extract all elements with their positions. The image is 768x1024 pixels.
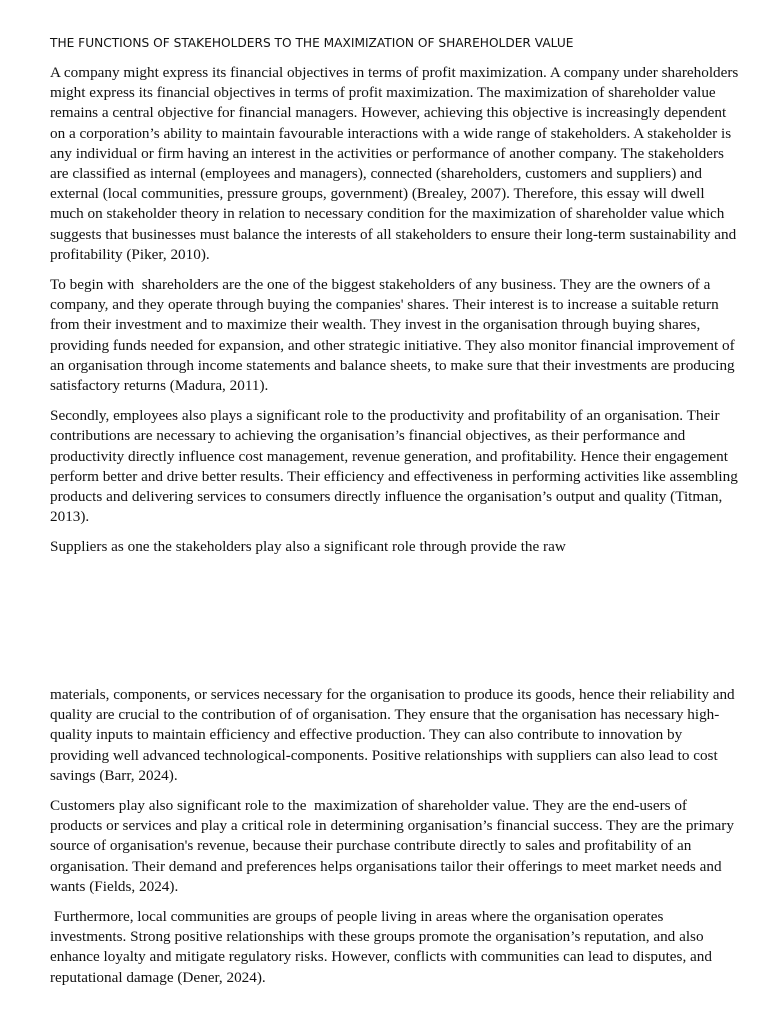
- document-title: THE FUNCTIONS OF STAKEHOLDERS TO THE MAXIMIZATION OF SHAREHOLDER VALUE: [50, 36, 574, 50]
- paragraph-suppliers-start: Suppliers as one the stakeholders play also a significant role through provide the raw: [50, 538, 566, 556]
- paragraph-intro: A company might express its financial objectives in terms of profit maximization. A company under shareholders might express its financial objectives in terms of profit maximization. The maximization of shareholder value remains a central objective for financial managers. However, achieving this objective is increasingly dependent on a corporation’s ability to maintain favourable interactions with a wide range of stakeholders. A stakeholder is any individual or firm having an interest in the activities or performance of another company. The stakeholders are classified as internal (employees and managers), connected (shareholders, customers and suppliers) and external (local communities, pressure groups, government) (Brealey, 2007). Therefore, this essay will dwell much on stakeholder theory in relation to necessary condition for the maximization of shareholder value which suggests that businesses must balance the interests of all stakeholders to ensure their long-term sustainability and profitability (Piker, 2010).: [50, 64, 743, 263]
- paragraph-customers: Customers play also significant role to the maximization of shareholder value. They are the end-users of products or services and play a critical role in determining organisation’s financial success. They are the primary source of organisation's revenue, because their purchase contribute directly to sales and profitability of an organisation. Their demand and preferences helps organisations tailor their offerings to meet market needs and wants (Fields, 2024).: [50, 797, 738, 895]
- paragraph-employees: Secondly, employees also plays a significant role to the productivity and profitability of an organisation. Their contributions are necessary to achieving the organisation’s financial objectives, as their performance and productivity directly influence cost management, revenue generation, and profitability. Hence their engagement perform better and drive better results. Their efficiency and effectiveness in performing activities like assembling products and delivering services to consumers directly influence the organisation’s output and quality (Titman, 2013).: [50, 407, 742, 526]
- body-section-top: [50, 63, 741, 568]
- paragraph-local-communities: Furthermore, local communities are groups of people living in areas where the organisation operates investments. Strong positive relationships with these groups promote the organisation’s reputation, and also enhance loyalty and mitigate regulatory risks. However, conflicts with communities can lead to disputes, and reputational damage (Dener, 2024).: [50, 908, 716, 986]
- body-section-bottom: [50, 685, 741, 998]
- paragraph-suppliers-continued: materials, components, or services necessary for the organisation to produce its goods, hence their reliability and quality are crucial to the contribution of of organisation. They ensure that the organisation has necessary high-quality inputs to maintain efficiency and effective production. They can also contribute to innovation by providing well advanced technological-components. Positive relationships with suppliers can also lead to cost savings (Barr, 2024).: [50, 686, 739, 784]
- paragraph-shareholders: To begin with shareholders are the one of the biggest stakeholders of any business. They are the owners of a company, and they operate through buying the companies' shares. Their interest is to increase a suitable return from their investment and to maximize their wealth. They invest in the organisation through buying shares, providing funds needed for expansion, and other strategic initiative. They also monitor financial improvement of an organisation through income statements and balance sheets, to make sure that their investments are producing satisfactory returns (Madura, 2011).: [50, 276, 739, 395]
